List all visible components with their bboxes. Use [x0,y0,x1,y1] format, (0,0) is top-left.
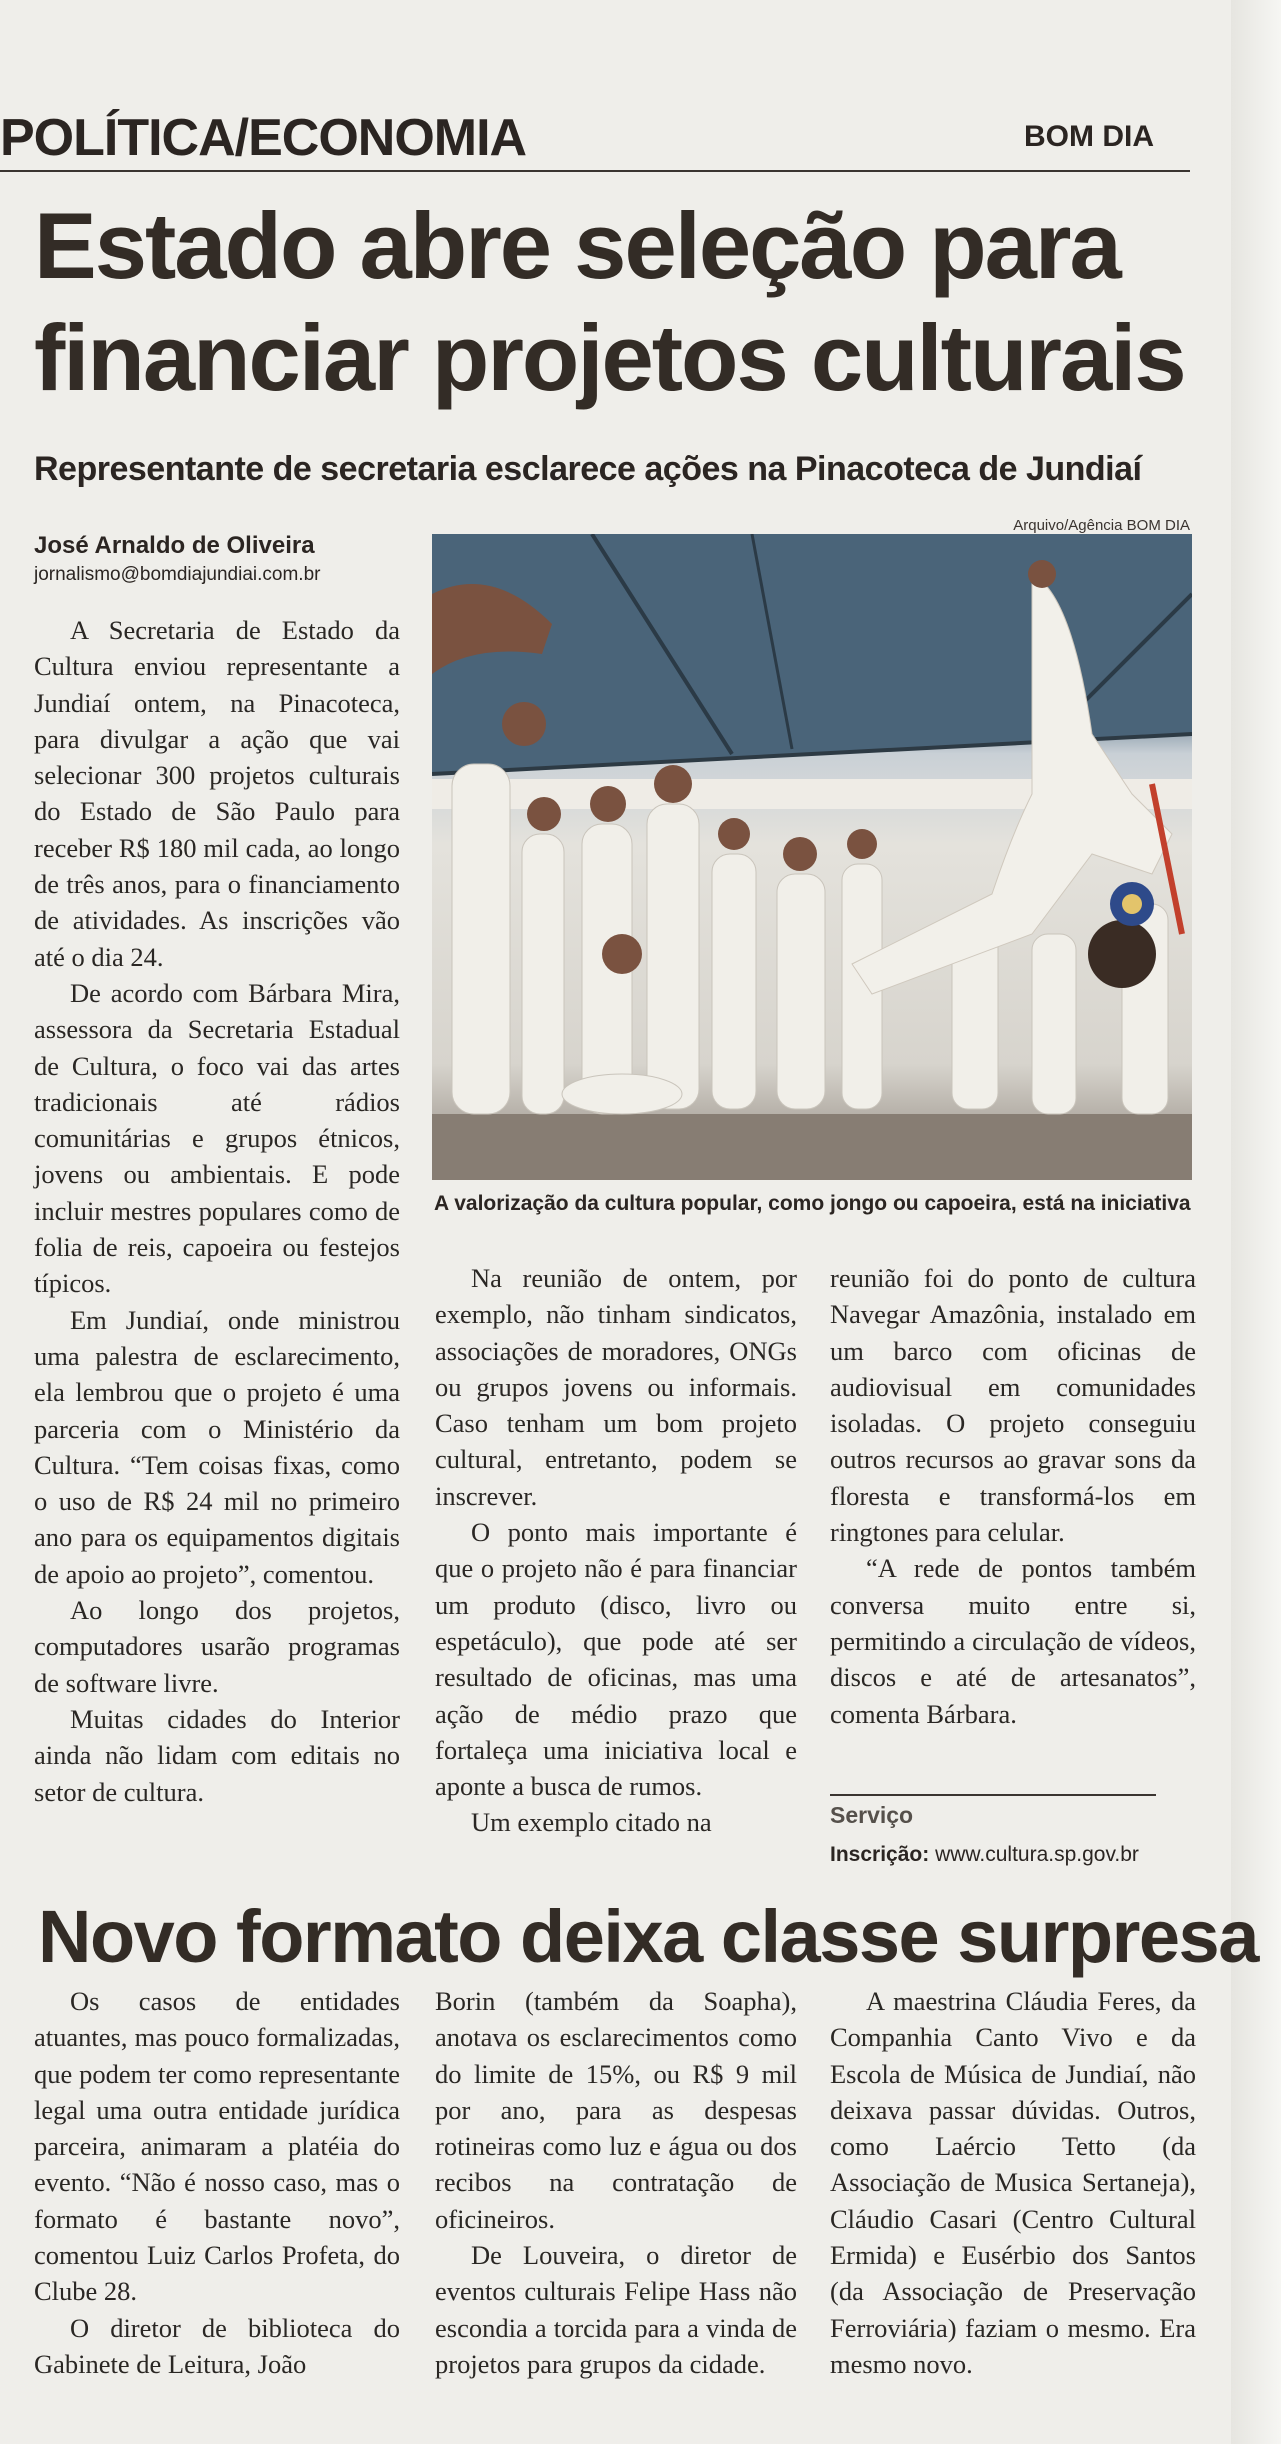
section-title: POLÍTICA/ECONOMIA [0,109,527,167]
header-rule [0,170,1190,172]
photo-caption: A valorização da cultura popular, como jongo ou capoeira, está na iniciativa [434,1192,1191,1215]
paragraph: A Secretaria de Estado da Cultura enviou representante a Jundiaí ontem, na Pinacoteca, para divulgar a ação que vai selecionar 300 projetos culturais do Estado de São Paulo para receber R$ 180 mil cada, ao longo de três anos, para o financiamento de atividades. As inscrições vão até o dia 24. [34,615,400,972]
headline [34,190,1214,414]
paragraph: Um exemplo citado na [471,1807,712,1838]
headline-line-2: financiar projetos culturais [34,305,1185,410]
service-label: Inscrição: [830,1843,930,1866]
paragraph: Na reunião de ontem, por exemplo, não tinham sindicatos, associações de moradores, ONGs ou grupos jovens ou informais. Caso tenham um bom projeto cultural, entretanto, podem se inscrever. [435,1263,797,1511]
headline-line-1: Estado abre seleção para [34,193,1120,298]
paragraph: Ao longo dos projetos, computadores usarão programas de software livre. [34,1595,400,1698]
newspaper-name: BOM DIA [1024,120,1154,153]
author-name: José Arnaldo de Oliveira [34,532,315,559]
service-info [830,1843,1139,1867]
paragraph: Borin (também da Soapha), anotava os esclarecimentos como do limite de 15%, ou R$ 9 mil por ano, para as despesas rotineiras como luz e água ou dos recibos na contratação de oficineiros. [435,1986,797,2234]
article2-column-3 [830,1983,1196,2382]
paragraph: “A rede de pontos também conversa muito entre si, permitindo a circulação de vídeos, discos e até de artesanatos”, comenta Bárbara. [830,1553,1196,1729]
photo-illustration [432,534,1192,1180]
service-link: www.cultura.sp.gov.br [935,1843,1139,1866]
paragraph: A maestrina Cláudia Feres, da Companhia Canto Vivo e da Escola de Música de Jundiaí, não deixava passar dúvidas. Outros, como Laércio Tetto (da Associação de Musica Sertaneja), Cláudio Casari (Centro Cultural Ermida) e Eusérbio dos Santos (da Associação de Preservação Ferroviária) faziam o mesmo. Era mesmo novo. [830,1986,1196,2379]
service-title: Serviço [830,1802,914,1828]
capoeira-photo [432,534,1192,1180]
paragraph: Em Jundiaí, onde ministrou uma palestra de esclarecimento, ela lembrou que o projeto é uma parceria com o Ministério da Cultura. “Tem coisas fixas, como o uso de R$ 24 mil no primeiro ano para os equipamentos digitais de apoio ao projeto”, comentou. [34,1304,400,1589]
article-column-2 [435,1260,797,1841]
author-email: jornalismo@bomdiajundiai.com.br [34,564,321,585]
service-rule [830,1794,1156,1796]
article2-column-2 [435,1983,797,2382]
paragraph: reunião foi do ponto de cultura Navegar Amazônia, instalado em um barco com oficinas de audiovisual em comunidades isoladas. O projeto conseguiu outros recursos ao gravar sons da floresta e transformá-los em ringtones para celular. [830,1263,1196,1548]
paragraph: De acordo com Bárbara Mira, assessora da Secretaria Estadual de Cultura, o foco vai das artes tradicionais até rádios comunitárias e grupos étnicos, jovens ou ambientais. E pode incluir mestres populares como de folia de reis, capoeira ou festejos típicos. [34,977,400,1299]
page-edge [1231,0,1281,2444]
article2-column-1 [34,1983,400,2382]
paragraph: De Louveira, o diretor de eventos culturais Felipe Hass não escondia a torcida para a vinda de projetos para grupos da cidade. [435,2240,797,2379]
photo-credit: Arquivo/Agência BOM DIA [1013,517,1190,534]
headline-2: Novo formato deixa classe surpresa [38,1895,1258,1978]
paragraph: O diretor de biblioteca do Gabinete de Leitura, João [34,2312,400,2379]
article-column-1 [34,612,400,1810]
article-column-3 [830,1260,1196,1732]
paragraph: O ponto mais importante é que o projeto não é para financiar um produto (disco, livro ou espetáculo), que pode até ser resultado de oficinas, mas uma ação de médio prazo que fortaleça uma iniciativa local e aponte a busca de rumos. [435,1517,797,1802]
subheadline: Representante de secretaria esclarece ações na Pinacoteca de Jundiaí [34,450,1142,488]
paragraph: Muitas cidades do Interior ainda não lidam com editais no setor de cultura. [34,1703,400,1807]
paragraph: Os casos de entidades atuantes, mas pouco formalizadas, que podem ter como representante legal uma outra entidade jurídica parceira, animaram a platéia do evento. “Não é nosso caso, mas o formato é bastante novo”, comentou Luiz Carlos Profeta, do Clube 28. [34,1986,400,2307]
